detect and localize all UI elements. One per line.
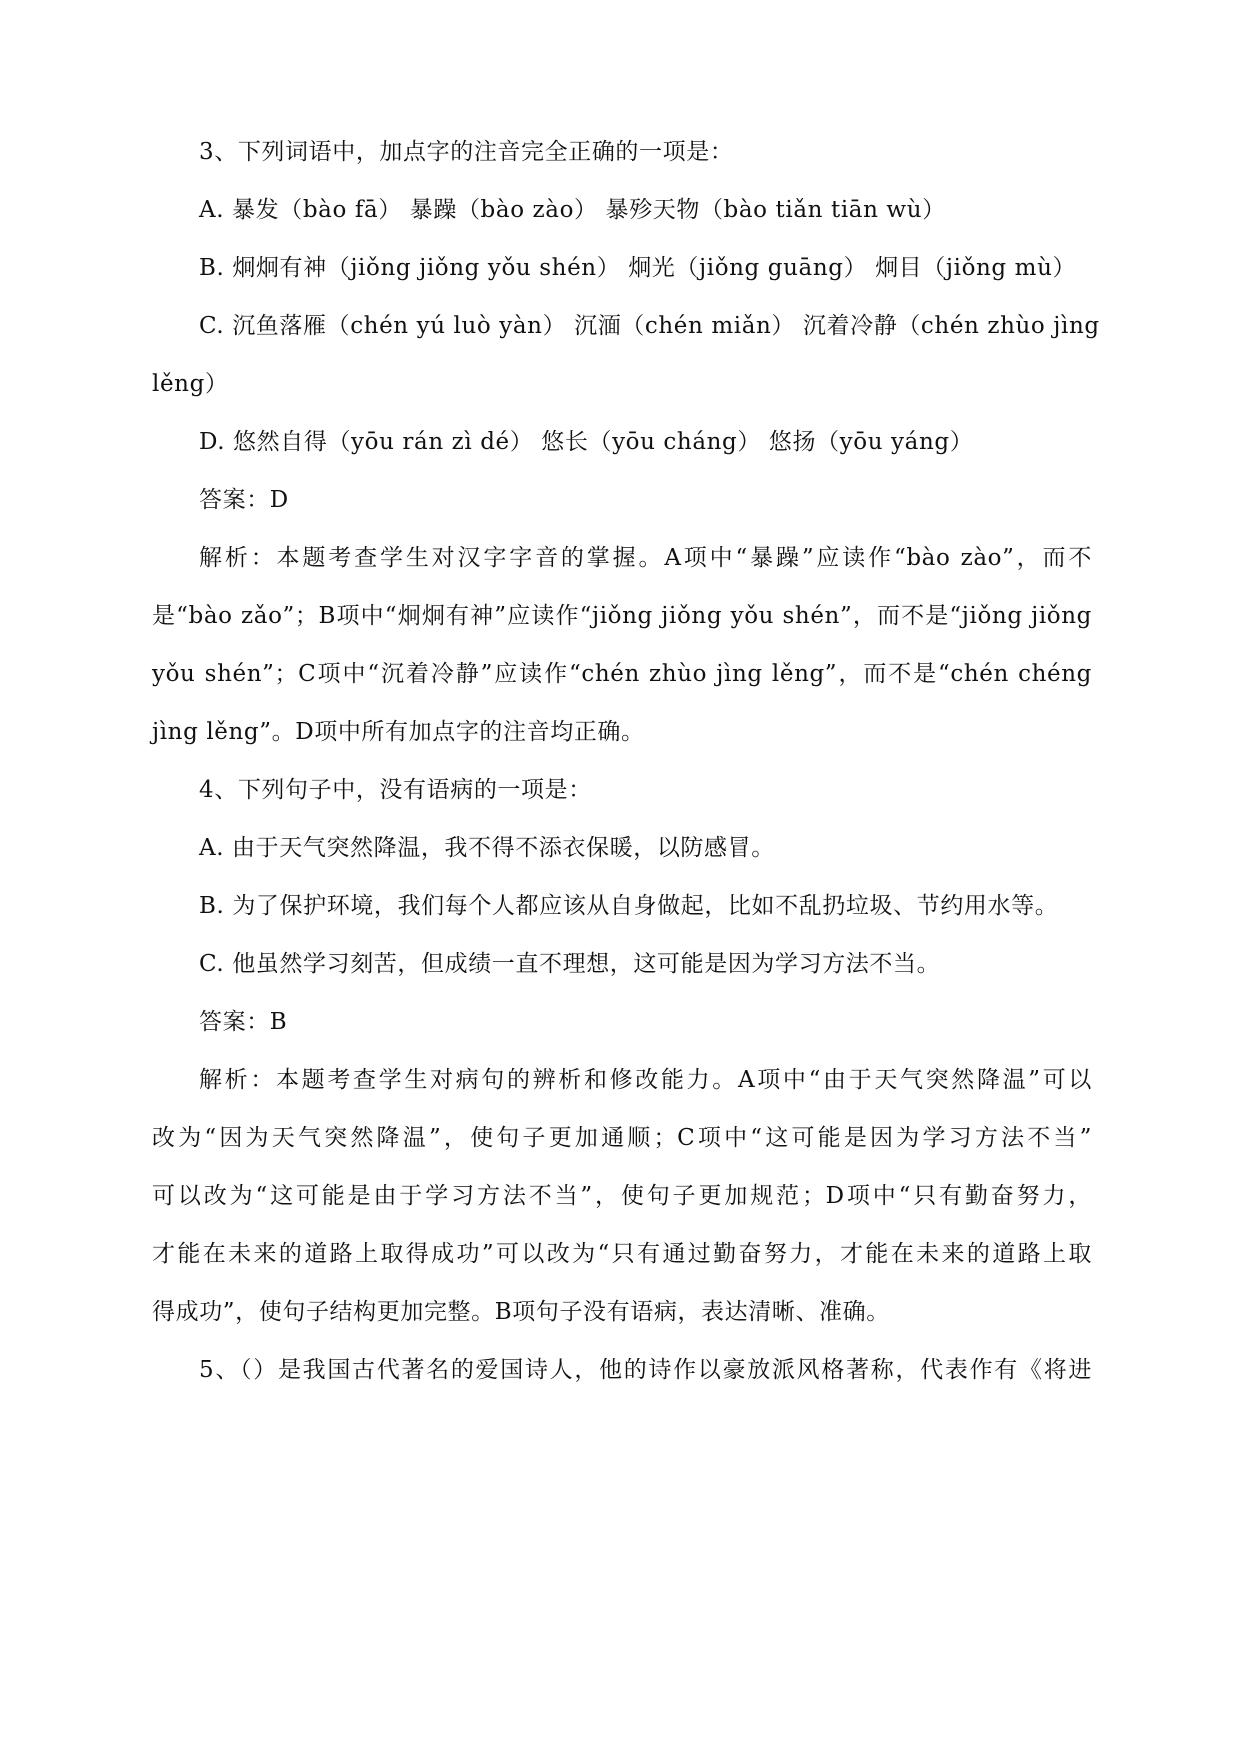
- question-3-option-b: B. 炯炯有神（jiǒng jiǒng yǒu shén） 炯光（jiǒng guāng） 炯目（jiǒng mù）: [199, 255, 1077, 281]
- question-3-option-a: A. 暴发（bào fā） 暴躁（bào zào） 暴殄天物（bào tiǎn tiān wù）: [199, 197, 946, 223]
- question-4-option-c: C. 他虽然学习刻苦，但成绩一直不理想，这可能是因为学习方法不当。: [199, 951, 941, 977]
- question-4-analysis: 得成功”，使句子结构更加完整。B项句子没有语病，表达清晰、准确。: [152, 1299, 890, 1325]
- question-4-analysis: 解析：本题考查学生对病句的辨析和修改能力。A项中“由于天气突然降温”可以: [199, 1067, 1092, 1093]
- question-3-analysis: jìng lěng”。D项中所有加点字的注音均正确。: [152, 719, 645, 745]
- question-3-analysis: yǒu shén”；C项中“沉着冷静”应读作“chén zhùo jìng lěng”，而不是“chén chéng: [152, 661, 1092, 687]
- question-4-option-b: B. 为了保护环境，我们每个人都应该从自身做起，比如不乱扔垃圾、节约用水等。: [199, 893, 1059, 919]
- question-3-stem: 3、下列词语中，加点字的注音完全正确的一项是：: [199, 139, 734, 165]
- question-3-analysis: 解析：本题考查学生对汉字字音的掌握。A项中“暴躁”应读作“bào zào”，而不: [199, 545, 1092, 571]
- question-4-analysis: 可以改为“这可能是由于学习方法不当”，使句子更加规范；D项中“只有勤奋努力，: [152, 1183, 1092, 1209]
- question-3-option-c: C. 沉鱼落雁（chén yú luò yàn） 沉湎（chén miǎn） 沉着冷静（chén zhùo jìng: [199, 313, 1100, 339]
- question-4-stem: 4、下列句子中，没有语病的一项是：: [199, 777, 592, 803]
- question-4-answer: 答案：B: [199, 1009, 288, 1035]
- question-5-stem: 5、（）是我国古代著名的爱国诗人，他的诗作以豪放派风格著称，代表作有《将进: [199, 1357, 1092, 1383]
- question-4-analysis: 才能在未来的道路上取得成功”可以改为“只有通过勤奋努力，才能在未来的道路上取: [152, 1241, 1092, 1267]
- question-3-answer: 答案：D: [199, 487, 289, 513]
- question-3-option-c-continued: lěng）: [152, 371, 229, 397]
- question-4-analysis: 改为“因为天气突然降温”，使句子更加通顺；C项中“这可能是因为学习方法不当”: [152, 1125, 1092, 1151]
- question-3-option-d: D. 悠然自得（yōu rán zì dé） 悠长（yōu cháng） 悠扬（yōu yáng）: [199, 429, 974, 455]
- question-3-analysis: 是“bào zǎo”；B项中“炯炯有神”应读作“jiǒng jiǒng yǒu shén”，而不是“jiǒng jiǒng: [152, 603, 1092, 629]
- question-4-option-a: A. 由于天气突然降温，我不得不添衣保暖，以防感冒。: [199, 835, 775, 861]
